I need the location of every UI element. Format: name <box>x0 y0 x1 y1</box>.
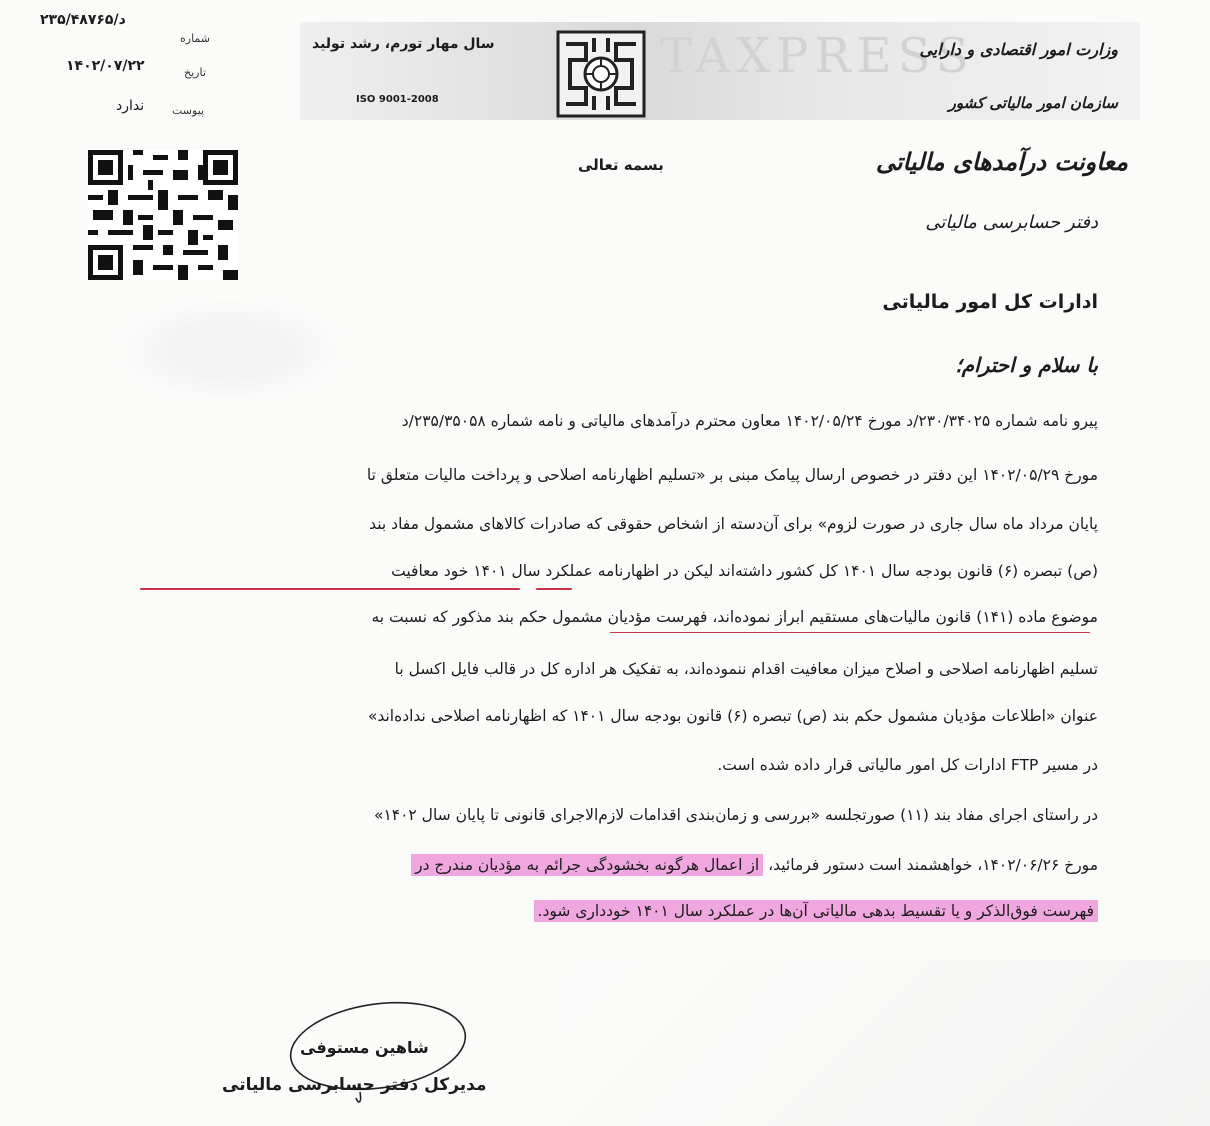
body-line: موضوع ماده (۱۴۱) قانون مالیات‌های مستقیم ابراز نموده‌اند، فهرست مؤدیان مشمول حکم بند مذکور که نسبت به <box>371 608 1098 626</box>
pen-underline <box>140 588 520 590</box>
body-line: مورخ ۱۴۰۲/۰۵/۲۹ این دفتر در خصوص ارسال پیامک مبنی بر «تسلیم اظهارنامه اصلاحی و پرداخت مالیات متعلق تا <box>366 466 1098 484</box>
pen-underline <box>610 632 1090 633</box>
highlighted-text: فهرست فوق‌الذکر و یا تقسیط بدهی مالیاتی آن‌ها در عملکرد سال ۱۴۰۱ خودداری شود. <box>534 900 1098 922</box>
qr-code-icon <box>88 150 238 280</box>
body-text: مورخ ۱۴۰۲/۰۶/۲۶، خواهشمند است دستور فرمائید، <box>768 856 1098 874</box>
body-line: در مسیر FTP ادارات کل امور مالیاتی قرار داده شده است. <box>717 756 1098 774</box>
tax-organization-emblem-icon <box>556 30 646 118</box>
greeting: با سلام و احترام؛ <box>955 353 1098 377</box>
addressee: ادارات کل امور مالیاتی <box>882 291 1098 313</box>
body-line: در راستای اجرای مفاد بند (۱۱) صورتجلسه «بررسی و زمان‌بندی اقدامات لازم‌الاجرای قانونی تا پایان سال ۱۴۰۲» <box>373 806 1098 824</box>
body-line-mixed <box>534 902 1098 920</box>
attachment-value: ندارد <box>116 98 145 114</box>
body-line: پیرو نامه شماره ۲۳۰/۳۴۰۲۵/د مورخ ۱۴۰۲/۰۵/۲۴ معاون محترم درآمدهای مالیاتی و نامه شماره ۲۳۵/۳۵۰۵۸/د <box>401 412 1098 430</box>
sender-deputy: معاونت درآمدهای مالیاتی <box>875 148 1128 176</box>
letter-number: د/۲۳۵/۴۸۷۶۵ <box>40 12 126 28</box>
organization-name: سازمان امور مالیاتی کشور <box>948 94 1118 112</box>
iso-certification: ISO 9001-2008 <box>356 94 439 105</box>
attachment-label: پیوست <box>172 104 205 117</box>
letter-date: ۱۴۰۲/۰۷/۲۲ <box>66 58 145 74</box>
body-line: پایان مرداد ماه سال جاری در صورت لزوم» برای آن‌دسته از اشخاص حقوقی که صادرات کالاهای مشمول مفاد بند <box>369 515 1098 533</box>
bismillah-heading: بسمه تعالی <box>578 156 664 174</box>
year-slogan: سال مهار تورم، رشد تولید <box>312 36 495 52</box>
body-line: عنوان «اطلاعات مؤدیان مشمول حکم بند (ص) تبصره (۶) قانون بودجه سال ۱۴۰۱ که اظهارنامه اصلاحی نداده‌اند» <box>367 707 1098 725</box>
redacted-area <box>120 300 340 400</box>
letterhead-watermark: TAXPRESS <box>660 28 975 84</box>
letter-number-label: شماره <box>180 32 211 45</box>
paper-shadow <box>560 960 1210 1126</box>
body-line: (ص) تبصره (۶) قانون بودجه سال ۱۴۰۱ کل کشور داشته‌اند لیکن در اظهارنامه عملکرد سال ۱۴۰۱ خود معافیت <box>391 562 1098 580</box>
ministry-name: وزارت امور اقتصادی و دارایی <box>919 40 1118 59</box>
signatory-title: مدیرکل دفتر حسابرسی مالیاتی <box>222 1075 487 1095</box>
sender-office: دفتر حسابرسی مالیاتی <box>925 212 1098 233</box>
body-line-mixed <box>411 856 1098 874</box>
letter-date-label: تاریخ <box>184 66 206 79</box>
body-line: تسلیم اظهارنامه اصلاحی و اصلاح میزان معافیت اقدام ننموده‌اند، به تفکیک هر اداره کل در قالب فایل اکسل با <box>394 660 1098 678</box>
highlighted-text: از اعمال هرگونه بخشودگی جرائم به مؤدیان مندرج در <box>411 854 763 876</box>
pen-underline <box>536 588 572 590</box>
signatory-name: شاهین مستوفی <box>300 1038 429 1057</box>
